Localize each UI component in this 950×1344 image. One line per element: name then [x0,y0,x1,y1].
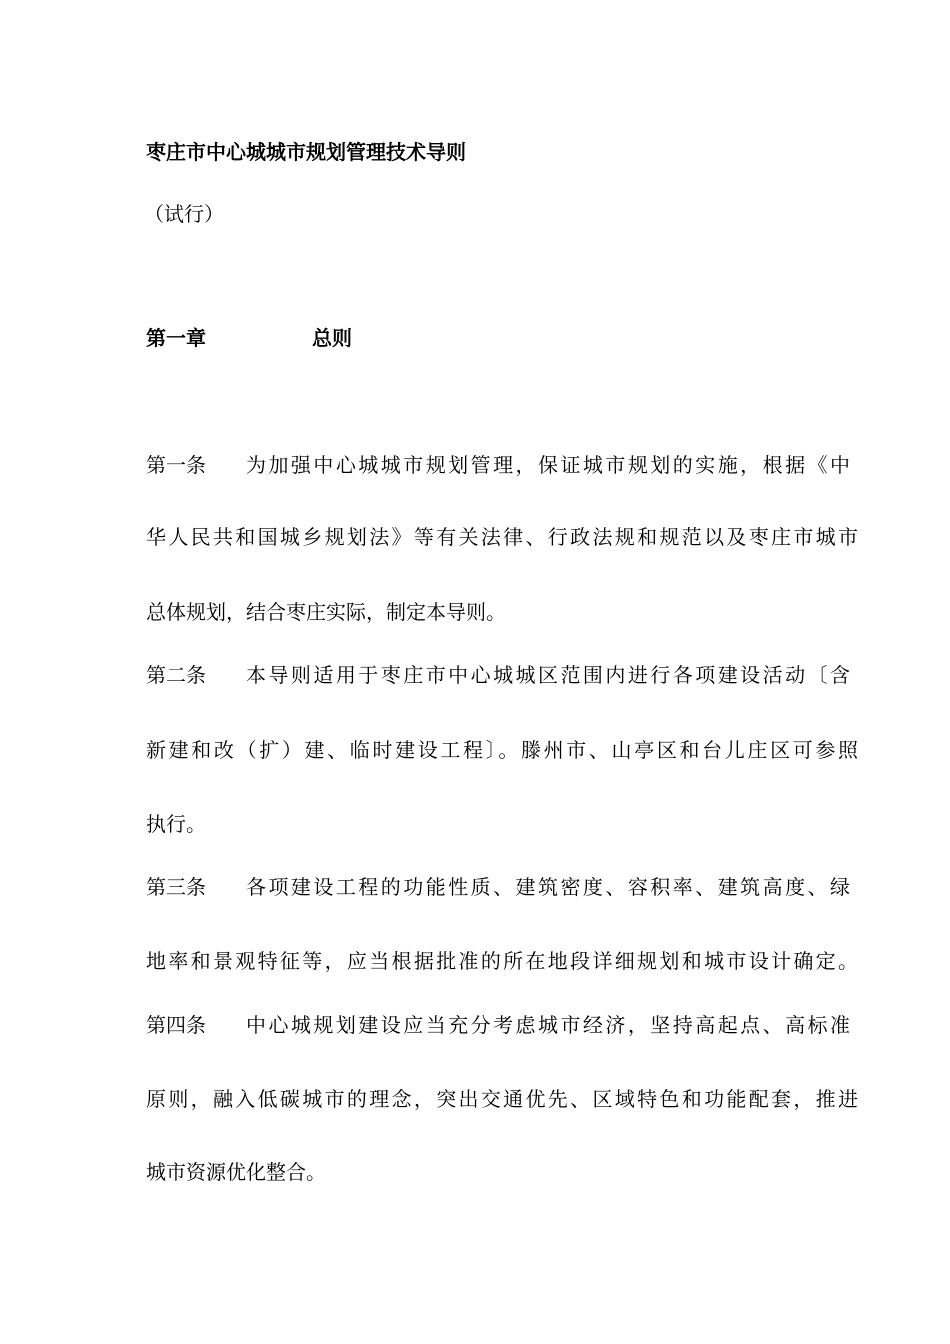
article-4-text-1: 中心城规划建设应当充分考虑城市经济，坚持高起点、高标准 [246,1013,850,1037]
article-1-line-3: 总体规划，结合枣庄实际，制定本导则。 [146,600,506,624]
chapter-heading [146,323,352,353]
article-2-line-3: 执行。 [146,812,206,836]
article-4-line-3: 城市资源优化整合。 [146,1160,326,1184]
article-3-label: 第三条 [146,875,206,899]
document-subtitle: （试行） [144,202,224,226]
article-4-line-1 [146,1010,850,1040]
article-2-line-2: 新建和改（扩）建、临时建设工程〕。滕州市、山亭区和台儿庄区可参照 [146,738,858,762]
document-title: 枣庄市中心城城市规划管理技术导则 [146,140,466,164]
article-3-line-2: 地率和景观特征等，应当根据批准的所在地段详细规划和城市设计确定。 [146,949,858,973]
chapter-name: 总则 [312,326,352,350]
article-2-line-1 [146,660,850,690]
article-4-label: 第四条 [146,1013,206,1037]
chapter-number: 第一章 [146,326,206,350]
article-4-line-2: 原则，融入低碳城市的理念，突出交通优先、区域特色和功能配套，推进 [146,1087,858,1111]
article-3-text-1: 各项建设工程的功能性质、建筑密度、容积率、建筑高度、绿 [246,875,850,899]
article-1-label: 第一条 [146,453,206,477]
article-1-text-1: 为加强中心城城市规划管理，保证城市规划的实施，根据《中 [246,453,850,477]
article-2-label: 第二条 [146,663,206,687]
article-3-line-1 [146,872,850,902]
article-2-text-1: 本导则适用于枣庄市中心城城区范围内进行各项建设活动〔含 [246,663,850,687]
article-1-line-1 [146,450,850,480]
article-1-line-2: 华人民共和国城乡规划法》等有关法律、行政法规和规范以及枣庄市城市 [146,525,858,549]
